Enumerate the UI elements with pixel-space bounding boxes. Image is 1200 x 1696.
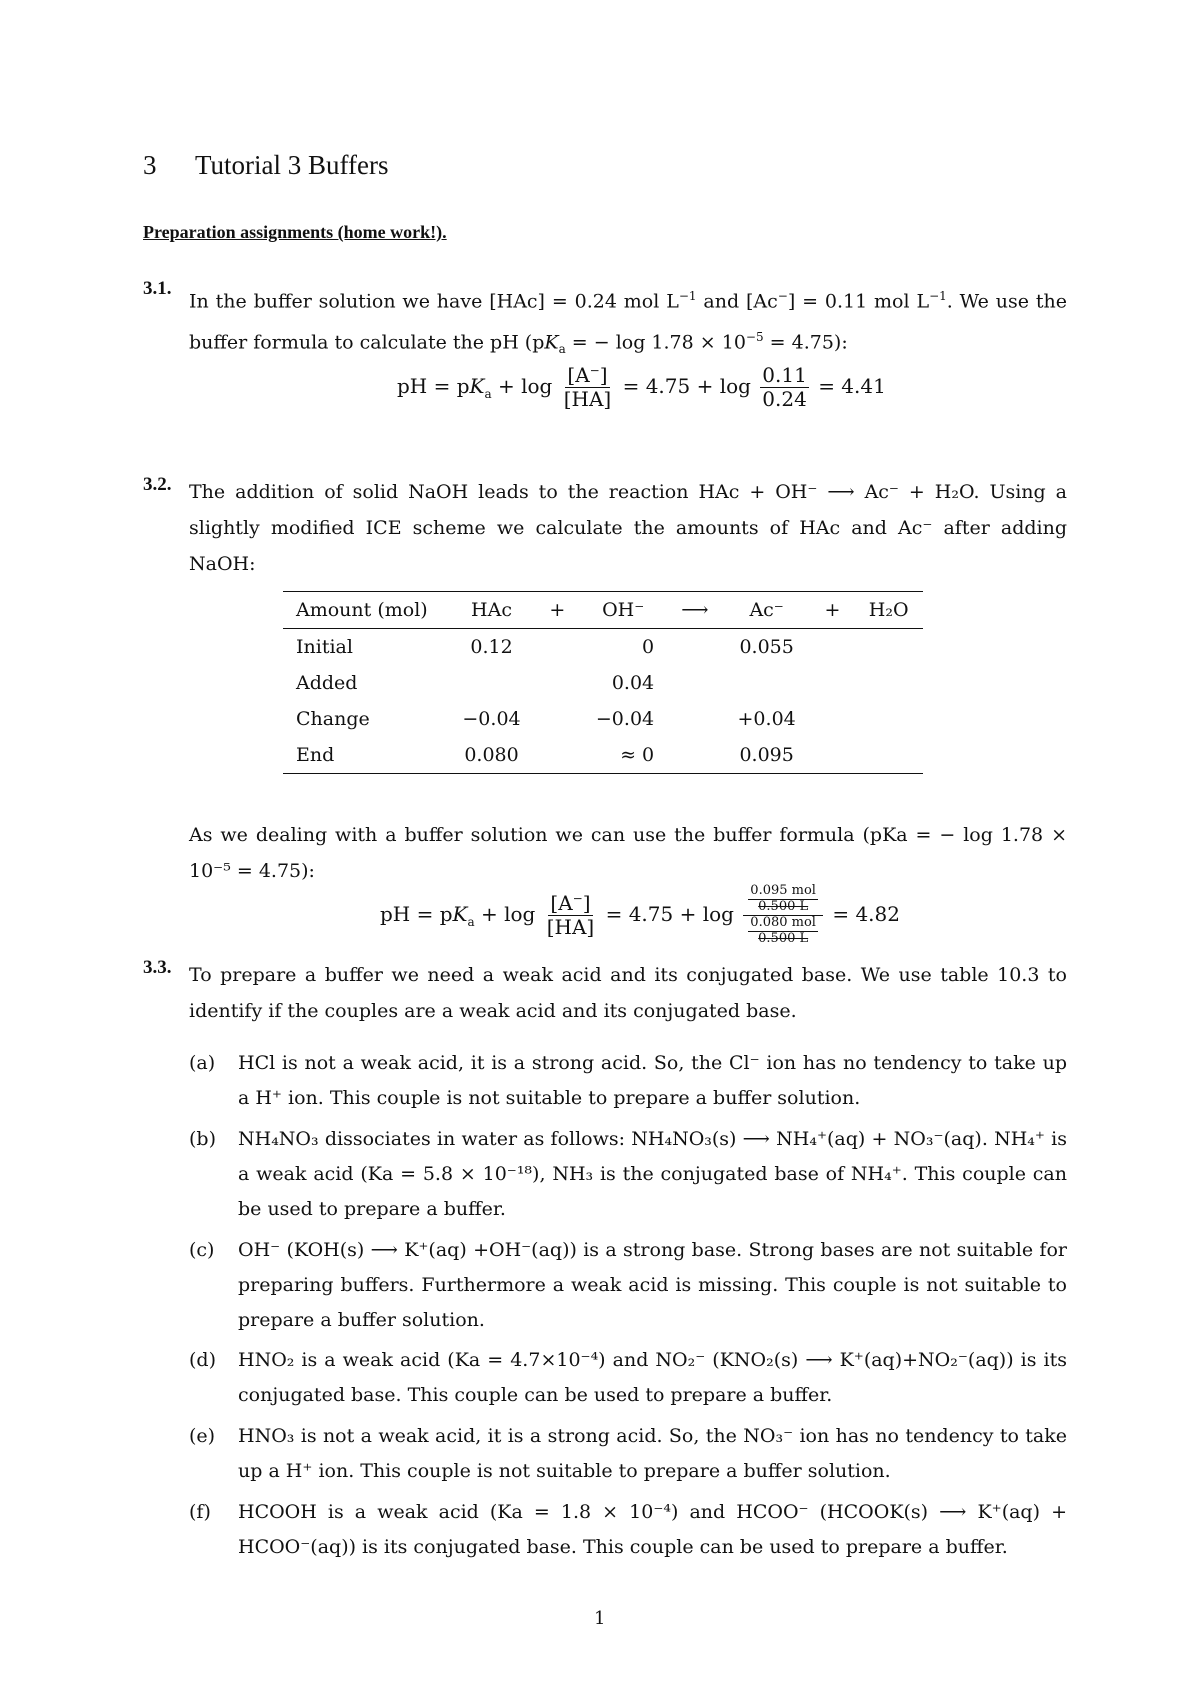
list-item: (a) HCl is not a weak acid, it is a strong acid. So, the Cl⁻ ion has no tendency to take up a H⁺ ion. This couple is not suitable to prepare a buffer solution. — [189, 1052, 1067, 1109]
table-row: Change −0.04 −0.04 +0.04 — [296, 708, 796, 730]
list-item: (f) HCOOH is a weak acid (Ka = 1.8 × 10⁻⁴) and HCOO⁻ (HCOOK(s) ⟶ K⁺(aq) + HCOO⁻(aq)) is its conjugated base. This couple can be used to prepare a buffer. — [189, 1501, 1067, 1558]
problem-3-2-text: The addition of solid NaOH leads to the reaction HAc + OH⁻ ⟶ Ac⁻ + H₂O. Using a slightly modified ICE scheme we calculate the amounts of HAc and Ac⁻ after adding NaOH: — [189, 481, 1067, 575]
table-row: Added 0.04 — [296, 672, 655, 694]
fraction-concentration: $\frac{\frac{\text{0.095 mol}}{0.500 L}}{\frac{\text{0.080 mol}}{0.500 L}}$ — [743, 884, 823, 947]
page-number: 1 — [594, 1608, 606, 1629]
fraction-a-ha: $\frac{[A^-]}{[HA]}$ — [546, 890, 595, 939]
preparation-heading: Preparation assignments (home work!). — [143, 222, 447, 242]
list-item: (c) OH⁻ (KOH(s) ⟶ K⁺(aq) +OH⁻(aq)) is a strong base. Strong bases are not suitable for preparing buffers. Furthermore a weak acid is missing. This couple is not suitable to prepare a buffer solution. — [189, 1239, 1067, 1331]
problem-label: 3.2. — [143, 474, 172, 495]
ice-table — [283, 591, 923, 774]
fraction-a-ha: $\frac{[A^-]}{[HA]}$ — [563, 363, 612, 411]
problem-3-2 — [143, 474, 1067, 582]
list-item: (b) NH₄NO₃ dissociates in water as follows: NH₄NO₃(s) ⟶ NH₄⁺(aq) + NO₃⁻(aq). NH₄⁺ is a weak acid (Ka = 5.8 × 10⁻¹⁸), NH₃ is the conjugated base of NH₄⁺. This couple can be used to prepare a buffer. — [189, 1128, 1067, 1220]
table-row: End 0.080 ≈ 0 0.095 — [283, 737, 923, 774]
problem-3-3 — [143, 957, 1067, 1029]
problem-3-1-text: In the buffer solution we have [HAc] = 0.24 mol $L^{-1}$ and [Ac−] = 0.11 mol $L^{-1}$. We use the buffer formula to calculate the pH ($pK_a$ = − $\log 1.78 \times 10^{-5} = 4.75$): — [189, 289, 1067, 357]
problem-label: 3.1. — [143, 278, 172, 299]
section-number: 3 — [143, 150, 157, 180]
equation-3-1: pH = $pK_a + \log$ $\frac{[A^-]}{[HA]}$ = 4.75 + log $\frac{0.11}{0.24}$ = 4.41 — [397, 363, 886, 411]
section-title — [143, 150, 389, 181]
table-header-row: Amount (mol) HAc + OH⁻ ⟶ Ac⁻ + H₂O — [283, 592, 923, 629]
problem-3-1 — [143, 278, 1067, 367]
list-item: (e) HNO₃ is not a weak acid, it is a strong acid. So, the NO₃⁻ ion has no tendency to take up a H⁺ ion. This couple is not suitable to prepare a buffer solution. — [189, 1425, 1067, 1482]
table-row: Initial 0.12 0 0.055 — [296, 636, 794, 658]
fraction-values: $\frac{0.11}{0.24}$ — [762, 363, 807, 411]
section-title-text: Tutorial 3 Buffers — [195, 150, 389, 180]
problem-3-3-text: To prepare a buffer we need a weak acid and its conjugated base. We use table 10.3 to identify if the couples are a weak acid and its conjugated base. — [189, 964, 1067, 1022]
equation-3-2: pH = $pK_a + \log$ $\frac{[A^-]}{[HA]}$ = 4.75 + log $\frac{\frac{\text{0.095 mol}}{0.500 L}}{\frac{\text{0.080 mol}}{0.500 L}}$ = 4.82 — [380, 883, 900, 946]
problem-label: 3.3. — [143, 957, 172, 978]
list-item: (d) HNO₂ is a weak acid (Ka = 4.7×10⁻⁴) and NO₂⁻ (KNO₂(s) ⟶ K⁺(aq)+NO₂⁻(aq)) is its conjugated base. This couple can be used to prepare a buffer. — [189, 1349, 1067, 1406]
buffer-formula-text: As we dealing with a buffer solution we can use the buffer formula (pKa = − log 1.78 × 10⁻⁵ = 4.75): — [189, 824, 1067, 882]
